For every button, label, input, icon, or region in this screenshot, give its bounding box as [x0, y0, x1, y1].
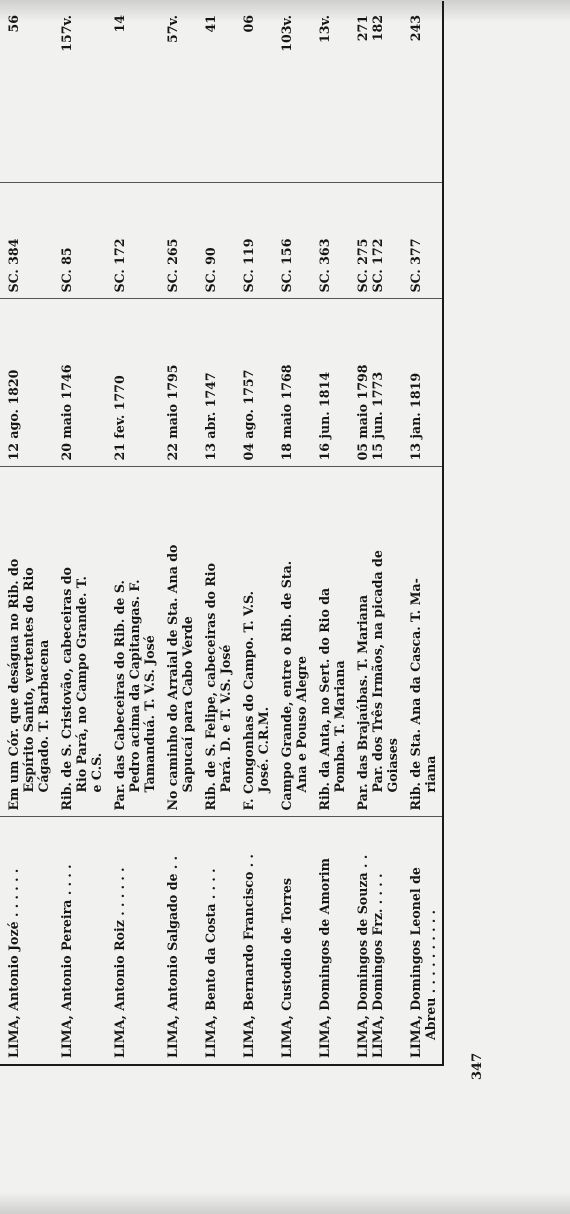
grant-date-line: 05 maio 1798: [355, 364, 370, 461]
owner-name-cell: [157, 817, 195, 1065]
grant-date-line: 22 maio 1795: [165, 364, 180, 461]
owner-name-line: LIMA, Bernardo Francisco . .: [241, 854, 256, 1058]
grant-date-line: 20 maio 1746: [59, 364, 74, 461]
folio-cell: [309, 1, 347, 183]
location-line: Espírito Santo, vertentes do Rio: [21, 567, 36, 793]
folio-line: 13v.: [317, 15, 332, 43]
sesmaria-table: [0, 1, 444, 1066]
owner-name-line: LIMA, Domingos Frz. . . . .: [370, 873, 385, 1058]
register-ref-line: SC. 156: [279, 238, 294, 293]
register-ref-cell: [157, 183, 195, 299]
register-ref-line: SC. 384: [6, 238, 21, 293]
location-line: Par. das Brajaúbas. T. Mariana: [355, 594, 370, 811]
location-cell: [400, 467, 443, 817]
owner-name-cell: [51, 817, 104, 1065]
owner-name-line: LIMA, Antonio Pereira . . . .: [59, 864, 74, 1058]
location-line: Ana e Pouso Alegre: [294, 656, 309, 793]
table-row: [271, 1, 309, 1065]
location-line: Campo Grande, entre o Rib. de Sta.: [279, 560, 294, 811]
folio-line: 182: [370, 15, 385, 42]
location-line: Sapucaí para Cabo Verde: [180, 616, 195, 793]
table-row: [233, 1, 271, 1065]
register-ref-line: SC. 265: [165, 238, 180, 293]
folio-cell: [233, 1, 271, 183]
grant-date-cell: [233, 299, 271, 467]
folio-line: 243: [408, 15, 423, 42]
register-ref-line: SC. 172: [112, 238, 127, 293]
owner-name-line: LIMA, Custodio de Torres: [279, 878, 294, 1058]
table-row: [309, 1, 347, 1065]
table-row: [104, 1, 157, 1065]
folio-line: 56: [6, 15, 21, 33]
register-ref-cell: [347, 183, 400, 299]
register-ref-cell: [233, 183, 271, 299]
location-line: No caminho do Arraial de Sta. Ana do: [165, 544, 180, 811]
owner-name-line: LIMA, Antonio Roiz . . . . . .: [112, 867, 127, 1058]
register-ref-cell: [271, 183, 309, 299]
owner-name-line: LIMA, Antonio Jozé . . . . . .: [6, 868, 21, 1058]
register-ref-line: SC. 377: [408, 238, 423, 293]
location-line: Pomba. T. Mariana: [332, 660, 347, 793]
grant-date-cell: [157, 299, 195, 467]
table-body: [0, 1, 443, 1065]
location-line: Rib. da Anta, no Sert. do Rio da: [317, 587, 332, 811]
location-line: Rib. de Sta. Ana da Casca. T. Ma-: [408, 578, 423, 811]
grant-date-cell: [309, 299, 347, 467]
grant-date-line: 18 maio 1768: [279, 364, 294, 461]
location-cell: [104, 467, 157, 817]
owner-name-cell: [104, 817, 157, 1065]
grant-date-line: 15 jun. 1773: [370, 371, 385, 461]
register-ref-line: SC. 119: [241, 238, 256, 293]
folio-line: 06: [241, 15, 256, 33]
register-ref-cell: [195, 183, 233, 299]
location-cell: [0, 467, 51, 817]
owner-name-cell: [400, 817, 443, 1065]
register-ref-line: SC. 90: [203, 247, 218, 293]
register-ref-cell: [309, 183, 347, 299]
table-row: [400, 1, 443, 1065]
folio-line: 103v.: [279, 15, 294, 52]
page-bottom-edge: [0, 1192, 570, 1214]
table-row: [157, 1, 195, 1065]
location-cell: [51, 467, 104, 817]
location-cell: [195, 467, 233, 817]
location-line: Goiases: [385, 738, 400, 793]
folio-line: 14: [112, 15, 127, 33]
grant-date-cell: [400, 299, 443, 467]
folio-cell: [347, 1, 400, 183]
folio-cell: [104, 1, 157, 183]
location-line: Rib. de S. Cristovão, cabeceiras do: [59, 567, 74, 811]
grant-date-line: 04 ago. 1757: [241, 369, 256, 461]
owner-name-cell: [347, 817, 400, 1065]
folio-cell: [157, 1, 195, 183]
grant-date-line: 21 fev. 1770: [112, 375, 127, 461]
folio-cell: [195, 1, 233, 183]
grant-date-cell: [347, 299, 400, 467]
grant-date-cell: [271, 299, 309, 467]
folio-cell: [0, 1, 51, 183]
grant-date-cell: [104, 299, 157, 467]
owner-name-cell: [233, 817, 271, 1065]
owner-name-line: Abreu . . . . . . . . . .: [423, 909, 438, 1040]
rotated-table-frame: [0, 2, 485, 1066]
page-number: 347: [470, 1052, 485, 1080]
location-cell: [271, 467, 309, 817]
register-ref-cell: [104, 183, 157, 299]
folio-line: 57v.: [165, 15, 180, 43]
location-cell: [309, 467, 347, 817]
folio-line: 271: [355, 15, 370, 42]
table-row: [347, 1, 400, 1065]
location-cell: [347, 467, 400, 817]
grant-date-line: 16 jun. 1814: [317, 371, 332, 461]
folio-cell: [51, 1, 104, 183]
register-ref-cell: [51, 183, 104, 299]
grant-date-line: 13 abr. 1747: [203, 372, 218, 461]
register-ref-line: SC. 172: [370, 238, 385, 293]
owner-name-line: LIMA, Bento da Costa . . . .: [203, 868, 218, 1058]
owner-name-cell: [0, 817, 51, 1065]
owner-name-line: LIMA, Domingos Leonel de: [408, 867, 423, 1058]
owner-name-line: LIMA, Domingos de Amorim: [317, 858, 332, 1058]
grant-date-cell: [51, 299, 104, 467]
table-row: [0, 1, 51, 1065]
location-line: Pará. D. e T. V.S. José: [218, 644, 233, 793]
location-line: Pedro acima da Capitangas. F.: [127, 579, 142, 793]
location-cell: [157, 467, 195, 817]
location-line: Em um Cór. que deságua no Rib. do: [6, 558, 21, 811]
location-line: riana: [423, 755, 438, 793]
location-line: José. C.R.M.: [256, 706, 271, 793]
owner-name-cell: [195, 817, 233, 1065]
folio-cell: [271, 1, 309, 183]
location-line: Par. dos Três Irmãos, na picada de: [370, 550, 385, 793]
register-ref-cell: [400, 183, 443, 299]
owner-name-cell: [271, 817, 309, 1065]
owner-name-cell: [309, 817, 347, 1065]
grant-date-cell: [0, 299, 51, 467]
location-line: Rio Pará, no Campo Grande. T.: [74, 576, 89, 793]
grant-date-cell: [195, 299, 233, 467]
folio-line: 157v.: [59, 15, 74, 52]
location-line: Rib. de S. Felipe, cabeceiras do Rio: [203, 563, 218, 811]
grant-date-line: 13 jan. 1819: [408, 372, 423, 461]
folio-line: 41: [203, 15, 218, 33]
register-ref-cell: [0, 183, 51, 299]
register-ref-line: SC. 275: [355, 238, 370, 293]
register-ref-line: SC. 85: [59, 247, 74, 293]
owner-name-line: LIMA, Domingos de Souza . .: [355, 854, 370, 1058]
grant-date-line: 12 ago. 1820: [6, 369, 21, 461]
table-row: [195, 1, 233, 1065]
location-line: e C.S.: [89, 752, 104, 793]
location-line: F. Congonhas do Campo. T. V.S.: [241, 590, 256, 811]
register-ref-line: SC. 363: [317, 238, 332, 293]
location-line: Par. das Cabeceiras do Rib. de S.: [112, 580, 127, 811]
table-row: [51, 1, 104, 1065]
location-line: Tamanduá. T. V.S. José: [142, 635, 157, 793]
location-cell: [233, 467, 271, 817]
location-line: Cágado. T. Barbacena: [36, 639, 51, 793]
folio-cell: [400, 1, 443, 183]
owner-name-line: LIMA, Antonio Salgado de . .: [165, 855, 180, 1058]
